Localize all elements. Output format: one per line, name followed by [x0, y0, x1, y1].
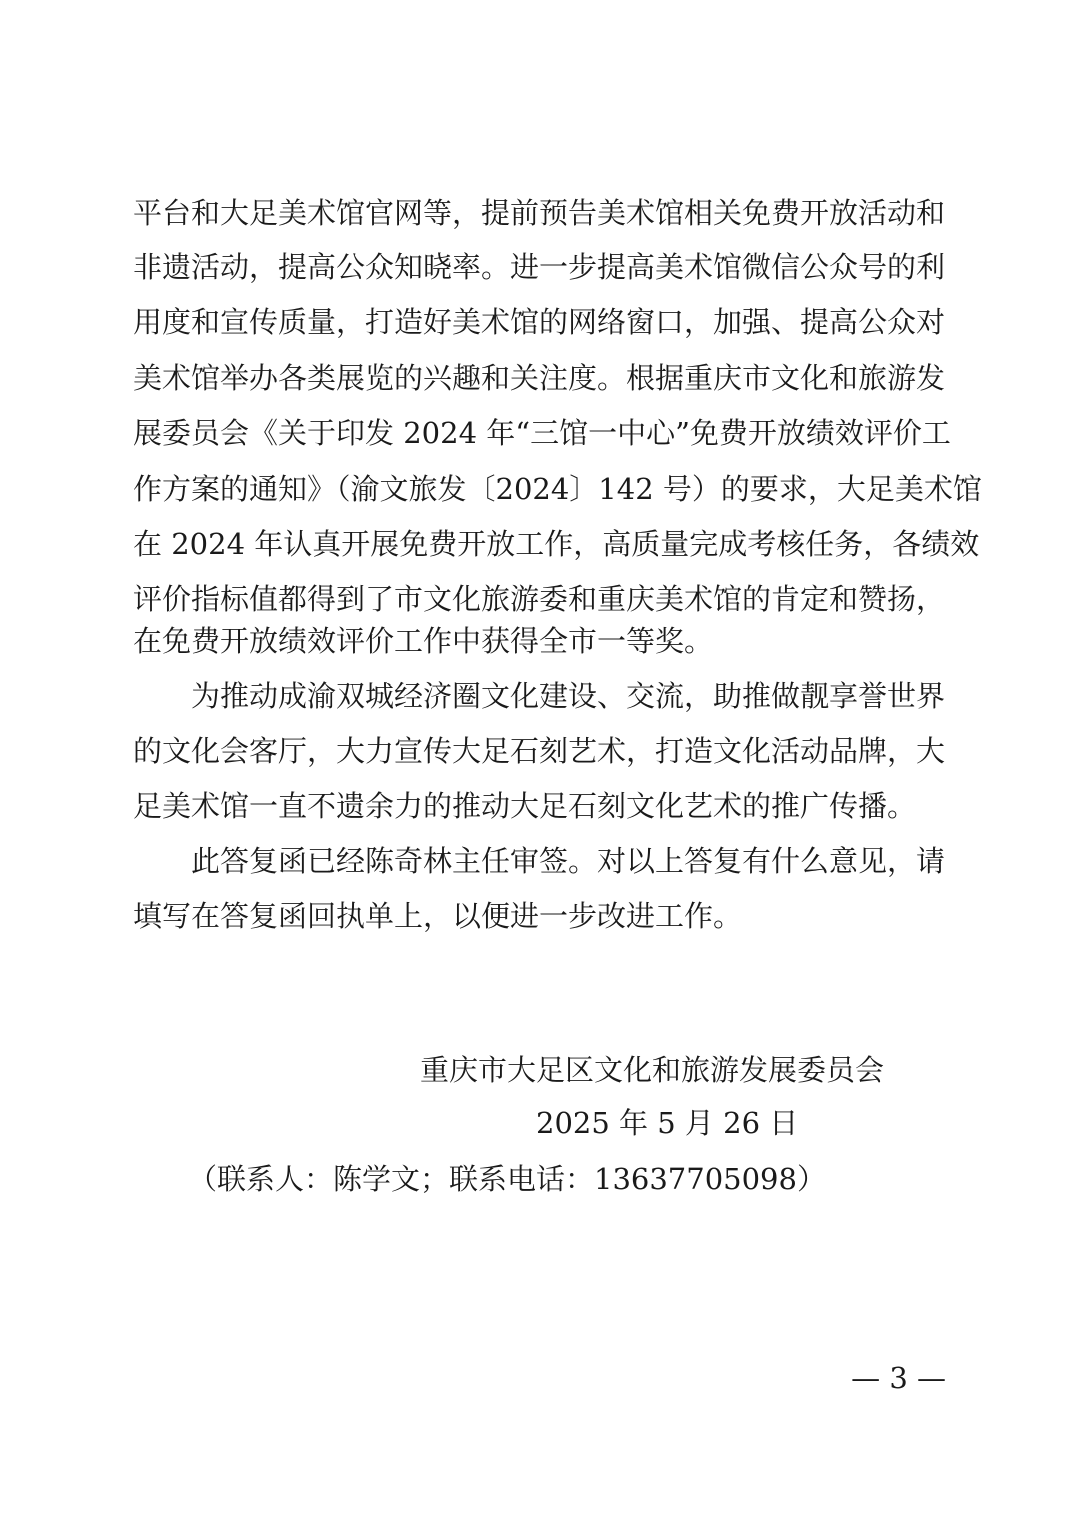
body-line: 此答复函已经陈奇林主任审签。对以上答复有什么意见，请: [191, 844, 946, 878]
body-line: 作方案的通知》（渝文旅发〔2024〕142 号）的要求，大足美术馆: [133, 472, 982, 506]
signature-date: 2025 年 5 月 26 日: [536, 1106, 799, 1140]
signature-organization: 重庆市大足区文化和旅游发展委员会: [420, 1053, 885, 1087]
body-line: 平台和大足美术馆官网等，提前预告美术馆相关免费开放活动和: [133, 196, 946, 230]
body-line: 在 2024 年认真开展免费开放工作，高质量完成考核任务，各绩效: [133, 527, 980, 561]
body-line: 填写在答复函回执单上，以便进一步改进工作。: [133, 899, 743, 933]
body-line: 美术馆举办各类展览的兴趣和关注度。根据重庆市文化和旅游发: [133, 361, 946, 395]
body-line: 的文化会客厅，大力宣传大足石刻艺术，打造文化活动品牌，大: [133, 734, 946, 768]
body-line: 用度和宣传质量，打造好美术馆的网络窗口，加强、提高公众对: [133, 305, 946, 339]
body-line: 足美术馆一直不遗余力的推动大足石刻文化艺术的推广传播。: [133, 789, 917, 823]
contact-info: （联系人：陈学文；联系电话：13637705098）: [188, 1162, 826, 1196]
body-line: 评价指标值都得到了市文化旅游委和重庆美术馆的肯定和赞扬，: [133, 582, 946, 616]
page-number: — 3 —: [851, 1361, 946, 1395]
body-line: 在免费开放绩效评价工作中获得全市一等奖。: [133, 624, 714, 658]
body-line: 为推动成渝双城经济圈文化建设、交流，助推做靓享誉世界: [191, 679, 946, 713]
body-line: 展委员会《关于印发 2024 年“三馆一中心”免费开放绩效评价工: [133, 416, 951, 450]
body-line: 非遗活动，提高公众知晓率。进一步提高美术馆微信公众号的利: [133, 250, 946, 284]
